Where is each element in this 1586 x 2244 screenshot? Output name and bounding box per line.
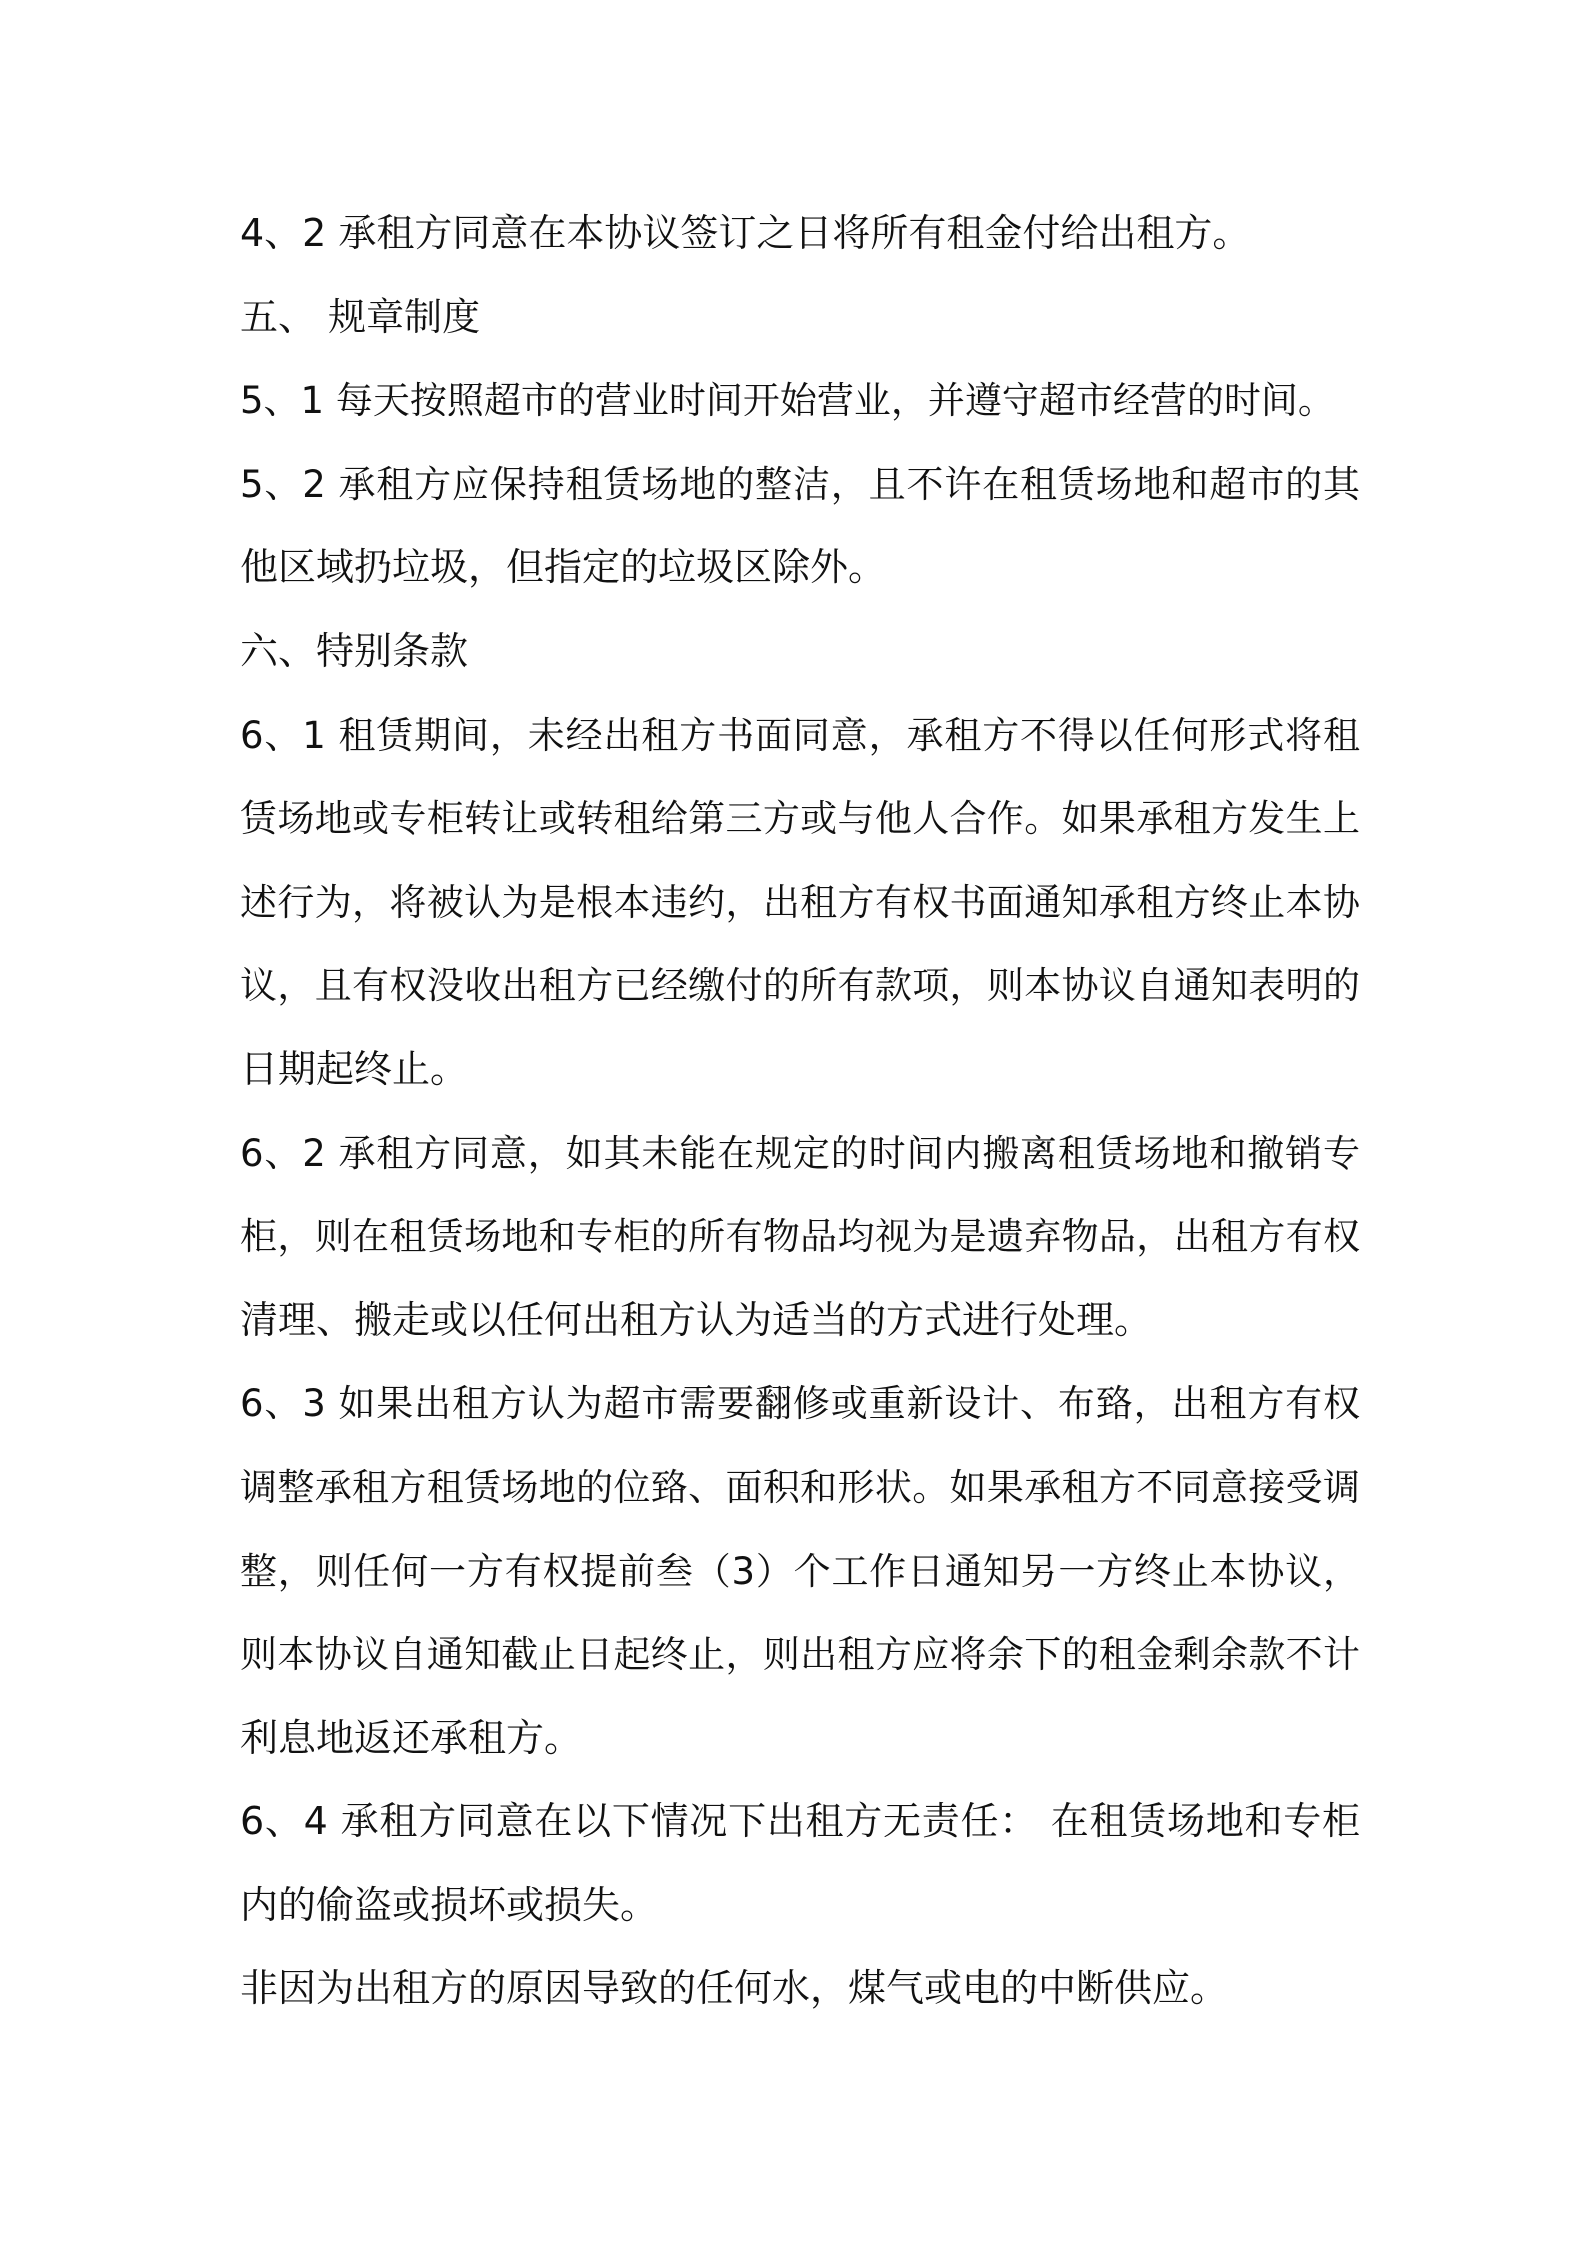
text-line: 5、2 承租方应保持租赁场地的整洁，且不许在租赁场地和超市的其 bbox=[240, 462, 1360, 506]
text-line: 五、 规章制度 bbox=[240, 294, 481, 339]
text-line: 赁场地或专柜转让或转租给第三方或与他人合作。如果承租方发生上 bbox=[240, 797, 1360, 841]
text-line: 内的偷盗或损坏或损失。 bbox=[240, 1882, 659, 1927]
text-line: 柜，则在租赁场地和专柜的所有物品均视为是遗弃物品，出租方有权 bbox=[240, 1215, 1360, 1259]
text-line: 5、1 每天按照超市的营业时间开始营业，并遵守超市经营的时间。 bbox=[240, 379, 1335, 423]
text-line: 非因为出租方的原因导致的任何水，煤气或电的中断供应。 bbox=[240, 1966, 1229, 2011]
text-line: 整，则任何一方有权提前叁（3）个工作日通知另一方终止本协议， bbox=[240, 1549, 1360, 1593]
text-line: 清理、搬走或以任何出租方认为适当的方式进行处理。 bbox=[240, 1297, 1153, 1342]
text-line: 利息地返还承租方。 bbox=[240, 1715, 583, 1760]
text-line: 议，且有权没收出租方已经缴付的所有款项，则本协议自通知表明的 bbox=[240, 964, 1360, 1008]
text-line: 六、特别条款 bbox=[240, 628, 469, 673]
text-line: 述行为，将被认为是根本违约，出租方有权书面通知承租方终止本协 bbox=[240, 880, 1360, 924]
text-line: 4、2 承租方同意在本协议签订之日将所有租金付给出租方。 bbox=[240, 211, 1251, 255]
text-line: 6、1 租赁期间，未经出租方书面同意，承租方不得以任何形式将租 bbox=[240, 713, 1360, 757]
text-line: 则本协议自通知截止日起终止，则出租方应将余下的租金剩余款不计 bbox=[240, 1633, 1360, 1677]
text-line: 6、2 承租方同意，如其未能在规定的时间内搬离租赁场地和撤销专 bbox=[240, 1131, 1360, 1175]
text-line: 6、3 如果出租方认为超市需要翻修或重新设计、布臵，出租方有权 bbox=[240, 1382, 1360, 1426]
text-line: 调整承租方租赁场地的位臵、面积和形状。如果承租方不同意接受调 bbox=[240, 1465, 1360, 1509]
text-line: 6、4 承租方同意在以下情况下出租方无责任： 在租赁场地和专柜 bbox=[240, 1799, 1360, 1844]
document-body bbox=[240, 192, 1360, 2031]
text-line: 日期起终止。 bbox=[240, 1046, 469, 1091]
text-line: 他区域扔垃圾，但指定的垃圾区除外。 bbox=[240, 545, 887, 590]
